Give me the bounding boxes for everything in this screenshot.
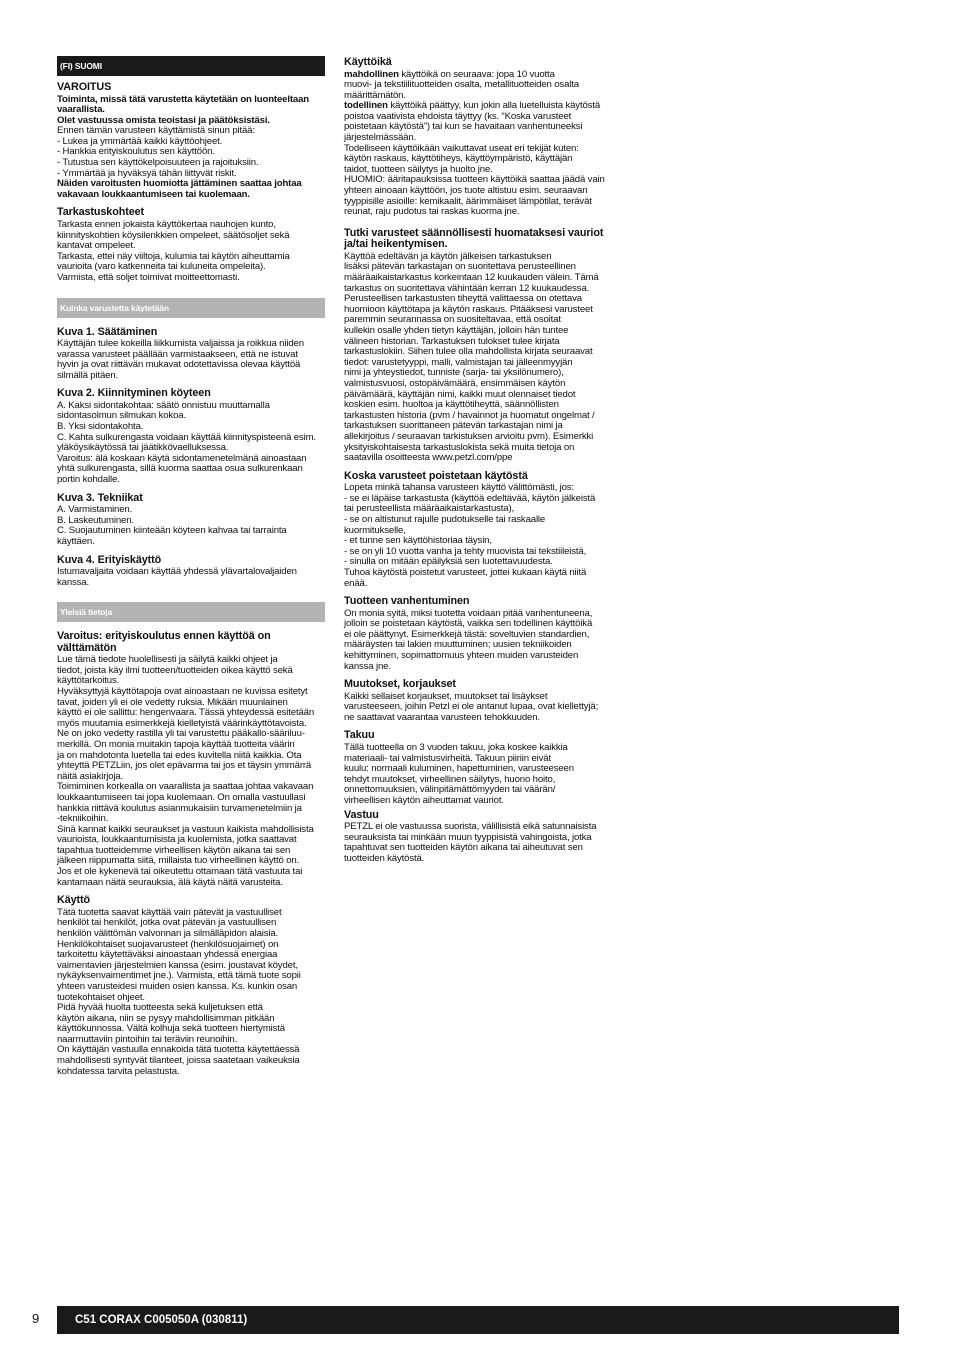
lifetime-heading: Käyttöikä — [344, 56, 392, 68]
liability-heading: Vastuu — [344, 808, 379, 821]
use-heading: Käyttö — [57, 894, 90, 907]
warranty-heading: Takuu — [344, 729, 375, 742]
modifications-text: Kaikki sellaiset korjaukset, muutokset tai lisäykset varusteeseen, joihin Petzl ei ole antanut lupaa, ovat kiellettyjä; ne saattavat vaarantaa varusteen tehokkuuden. — [344, 690, 599, 723]
language-header-bar: (FI) SUOMI — [57, 56, 325, 76]
section-bar-general: Yleisiä tietoja — [57, 602, 325, 622]
figure-2-heading: Kuva 2. Kiinnityminen köyteen — [57, 387, 211, 400]
warning-bold-1: Toiminta, missä tätä varustetta käytetään on luonteeltaan vaarallista. — [57, 93, 309, 116]
document-code: C51 CORAX C005050A (030811) — [75, 1314, 248, 1326]
figure-3-text: A. Varmistaminen. B. Laskeutuminen. C. Suojautuminen kiinteään köyteen kahvaa tai tarrainta käyttäen. — [57, 504, 287, 547]
inspection-heading: Tarkastuskohteet — [57, 206, 145, 219]
inspection-text: Tarkasta ennen jokaista käyttökertaa nauhojen kunto, kiinnityskohtien köysilenkkien ompeleet, säätösoljet sekä kantavat ompeleet. Tarkasta, ettei näy viiltoja, kulumia tai käytön aiheuttamia vaurioita (varo katkenneita tai kuluneita ompeleita). Varmista, että soljet toimivat moitteettomasti. — [57, 218, 290, 283]
figure-1-heading: Kuva 1. Säätäminen — [57, 325, 158, 338]
warning-bold-3: Näiden varoitusten huomiotta jättäminen saattaa johtaa vakavaan loukkaantumiseen tai kuolemaan. — [57, 178, 302, 200]
figure-3-heading: Kuva 3. Tekniikat — [57, 491, 143, 504]
lifetime-text-1: mahdollinen käyttöikä on seuraava: jopa 10 vuotta muovi- ja tekstiilituotteiden osalta, metallituotteiden osalta määrittämätön. — [344, 68, 579, 101]
warning-heading: VAROITUS — [57, 81, 112, 93]
right-column — [344, 57, 612, 864]
lifetime-lead-2: todellinen — [344, 100, 388, 112]
obsolescence-text: On monia syitä, miksi tuotetta voidaan pitää vanhentuneena, jolloin se poistetaan käytöstä, vaikka sen todellinen käyttöikä ei ole päättynyt. Esimerkkejä tästä: soveltuvien standardien, määräysten tai lakien muuttuminen; uusien tekniikoiden kehittyminen, sopimattomuus yhteen muiden varusteiden kanssa jne. — [344, 607, 593, 672]
warning-bold-2: Olet vastuussa omista teoistasi ja päätöksistäsi. — [57, 114, 270, 126]
retire-heading: Koska varusteet poistetaan käytöstä — [344, 469, 528, 482]
footer-bar — [57, 1306, 899, 1334]
lifetime-text-2: todellinen käyttöikä päättyy, kun jokin alla luetelluista käytöstä poistoa vaativista ehdoista täyttyy (ks. “Koska varusteet poistetaan käytöstä”) tai kun se havaitaan vanhentuneeksi järjestelmässään. Todelliseen käyttöikään vaikuttavat useat eri tekijät kuten: käytön raskaus, käyttötiheys, käyttöympäristö, käyttäjän taidot, tuotteen säilytys ja huolto jne. HUOMIO: ääritapauksissa tuotteen käyttöikä saattaa jäädä vain yhteen ainoaan käyttöön, jos tuote altistuu esim. seuraavan tyyppisille asioille: kemikaalit, äärimmäiset lämpötilat, terävät reunat, raju pudotus tai raskas kuorma jne. — [344, 100, 605, 218]
left-column — [57, 56, 325, 1077]
warranty-text: Tällä tuotteella on 3 vuoden takuu, joka koskee kaikkia materiaali- tai valmistusvirheitä. Takuun piiriin eivät kuulu: normaali kuluminen, hapettuminen, varusteeseen tehdyt muutokset, virheellinen säilytys, huono hoito, onnettomuuksien, välinpitämättömyyden tai väärän/ virheellisen käytön aiheuttamat vauriot. — [344, 741, 574, 806]
figure-1-text: Käyttäjän tulee kokeilla liikkumista valjaissa ja roikkua niiden varassa varusteet päällään varmistaakseen, että ne istuvat hyvin ja ovat riittävän mukavat odotettavissa olevaa käyttöä silmällä pitäen. — [57, 338, 304, 381]
figure-4-text: Istumavaljaita voidaan käyttää yhdessä ylävartalovaljaiden kanssa. — [57, 566, 297, 588]
liability-text: PETZL ei ole vastuussa suorista, välillisistä eikä satunnaisista seurauksista tai minkään muun tyyppisistä vahingoista, jotka tapahtuvat sen tuotteiden käytön aikana tai aiheutuvat sen tuotteiden käytöstä. — [344, 821, 597, 864]
training-warning-text: Lue tämä tiedote huolellisesti ja säilytä kaikki ohjeet ja tiedot, joista käy ilmi tuotteen/tuotteiden oikea käyttö sekä käyttötarkoitus. Hyväksyttyjä käyttötapoja ovat ainoastaan ne kuvissa esitetyt tavat, joiden yli ei ole vedetty ruksia. Mikään muunlainen käyttö ei ole sallittu: hengenvaara. Tässä yhteydessä esitetään myös muutamia esimerkkejä kielletyistä väärinkäyttötavoista. Ne on joko vedetty rastilla yli tai varustettu pääkallo-sääriluu- merkillä. On monia muitakin tapoja käyttää tuotteita väärin ja on mahdotonta luetella tai edes kuvitella niitä kaikkia. Ota yhteyttä PETZLiin, jos olet epävarma tai jos et täysin ymmärrä näitä asiakirjoja. Toimiminen korkealla on vaarallista ja saattaa johtaa vakavaan loukkaantumiseen tai jopa kuolemaan. On omalla vastuullasi hankkia riittävä koulutus asianmukaisiin turvamenetelmiin ja -tekniikoihin. Sinä kannat kaikki seuraukset ja vastuun kaikista mahdollisista vaurioista, loukkaantumisista ja kuolemista, jotka saattavat tapahtua tuotteidemme virheellisen käytön aikana tai sen jälkeen riippumatta siitä, millaista tuo virheellinen käyttö on. Jos et ole kykenevä tai oikeutettu ottamaan tätä vastuuta tai kantamaan näitä seurauksia, älä käytä näitä varusteita. — [57, 654, 315, 888]
inspect-regularly-heading: Tutki varusteet säännöllisesti huomataksesi vauriot ja/tai heikentymisen. — [344, 226, 604, 251]
warning-text: Ennen tämän varusteen käyttämistä sinun pitää: - Lukea ja ymmärtää kaikki käyttöohjeet. - Hankkia erityiskoulutus sen käyttöön. - Tutustua sen käyttökelpoisuuteen ja rajoituksiin. - Ymmärtää ja hyväksyä tähän liittyvät riskit. — [57, 125, 259, 179]
obsolescence-heading: Tuotteen vanhentuminen — [344, 595, 470, 608]
figure-4-heading: Kuva 4. Erityiskäyttö — [57, 553, 162, 566]
modifications-heading: Muutokset, korjaukset — [344, 678, 456, 691]
figure-2-text: A. Kaksi sidontakohtaa: säätö onnistuu muuttamalla sidontasolmun silmukan kokoa. B. Yksi sidontakohta. C. Kahta sulkurengasta voidaan käyttää kiinnityspisteenä esim. yläköysikäytössä tai jäätikkövaelluksessa. Varoitus: älä koskaan käytä sidontamenetelmänä ainoastaan yhtä sulkurengasta, sillä kuorma saattaa osua sulkurenkaan portin kohdalle. — [57, 399, 316, 486]
page-number: 9 — [32, 1311, 40, 1326]
section-bar-usage: Kuinka varustetta käytetään — [57, 298, 325, 318]
retire-text: Lopeta minkä tahansa varusteen käyttö välittömästi, jos: - se ei läpäise tarkastusta (käyttöä edeltävää, käytön jälkeistä tai perusteellista määräaikaistarkastusta), - se on altistunut rajulle pudotukselle tai raskaalle kuormitukselle, - et tunne sen käyttöhistoriaa täysin, - se on yli 10 vuotta vanha ja tehty muovista tai tekstiileistä, - sinulla on mitään epäilyksiä sen luotettavuudesta. Tuhoa käytöstä poistetut varusteet, jottei kukaan käytä niitä enää. — [344, 482, 596, 589]
use-text: Tätä tuotetta saavat käyttää vain pätevät ja vastuulliset henkilöt tai henkilöt, jotka ovat pätevän ja vastuullisen henkilön välittömän valvonnan ja silmälläpidon alaisia. Henkilökohtaiset suojavarusteet (henkilösuojaimet) on tarkoitettu käytettäväksi ainoastaan yhdessä energiaa vaimentavien järjestelmien kanssa (esim. joustavat köydet, nykäyksenvaimentimet jne.). Varmista, että tämä tuote sopii yhteen varusteidesi muiden osien kanssa. Ks. kunkin osan tuotekohtaiset ohjeet. Pidä hyvää huolta tuotteesta sekä kuljetuksen että käytön aikana, niin se pysyy mahdollisimman pitkään käyttökunnossa. Vältä kolhuja sekä tuotteen hiertymistä naarmuttaviin pintoihin tai teräviin reunoihin. On käyttäjän vastuulla ennakoida tätä tuotetta käytettäessä mahdollisesti syntyvät tilanteet, joissa saatetaan vaikeuksia kohdatessa tarvita pelastusta. — [57, 906, 301, 1077]
inspect-regularly-text: Käyttöä edeltävän ja käytön jälkeisen tarkastuksen lisäksi pätevän tarkastajan on suoritettava perusteellinen määräaikaistarkastus korkeintaan 12 kuukauden välein. Tämä tarkastus on suoritettava vähintään kerran 12 kuukaudessa. Perusteellisen tarkastusten tiheyttä valittaessa on otettava huomioon käyttötapa ja käytön raskaus. Pitääksesi varusteet paremmin seurannassa on suositeltavaa, että osoitat kullekin osalle yhden tietyn käyttäjän, jolloin hän tuntee välineen historian. Tarkastuksen tulokset tulee kirjata tarkastuslokiin. Siihen tulee olla mahdollista kirjata seuraavat tiedot: varustetyyppi, malli, valmistajan tai jälleenmyyjän nimi ja yhteystiedot, tunniste (sarja- tai yksilönumero), valmistusvuosi, ostopäivämäärä, ensimmäisen käytön päivämäärä, käyttäjän nimi, kaikki muut olennaiset tiedot koskien esim. huoltoa ja käyttötiheyttä, säännöllisten tarkastusten historia (pvm / havainnot ja huomatut ongelmat / tarkastuksen suorittaneen pätevän tarkastajan nimi ja allekirjoitus / seuraavan tarkistuksen arvioitu pvm). Esimerkki yksityiskohtaisesta tarkastuslokista sekä muita tietoja on saatavilla osoitteesta www.petzl.com/ppe — [344, 250, 599, 464]
lifetime-lead-1: mahdollinen — [344, 68, 399, 80]
training-warning-heading: Varoitus: erityiskoulutus ennen käyttöä on välttämätön — [57, 630, 271, 654]
